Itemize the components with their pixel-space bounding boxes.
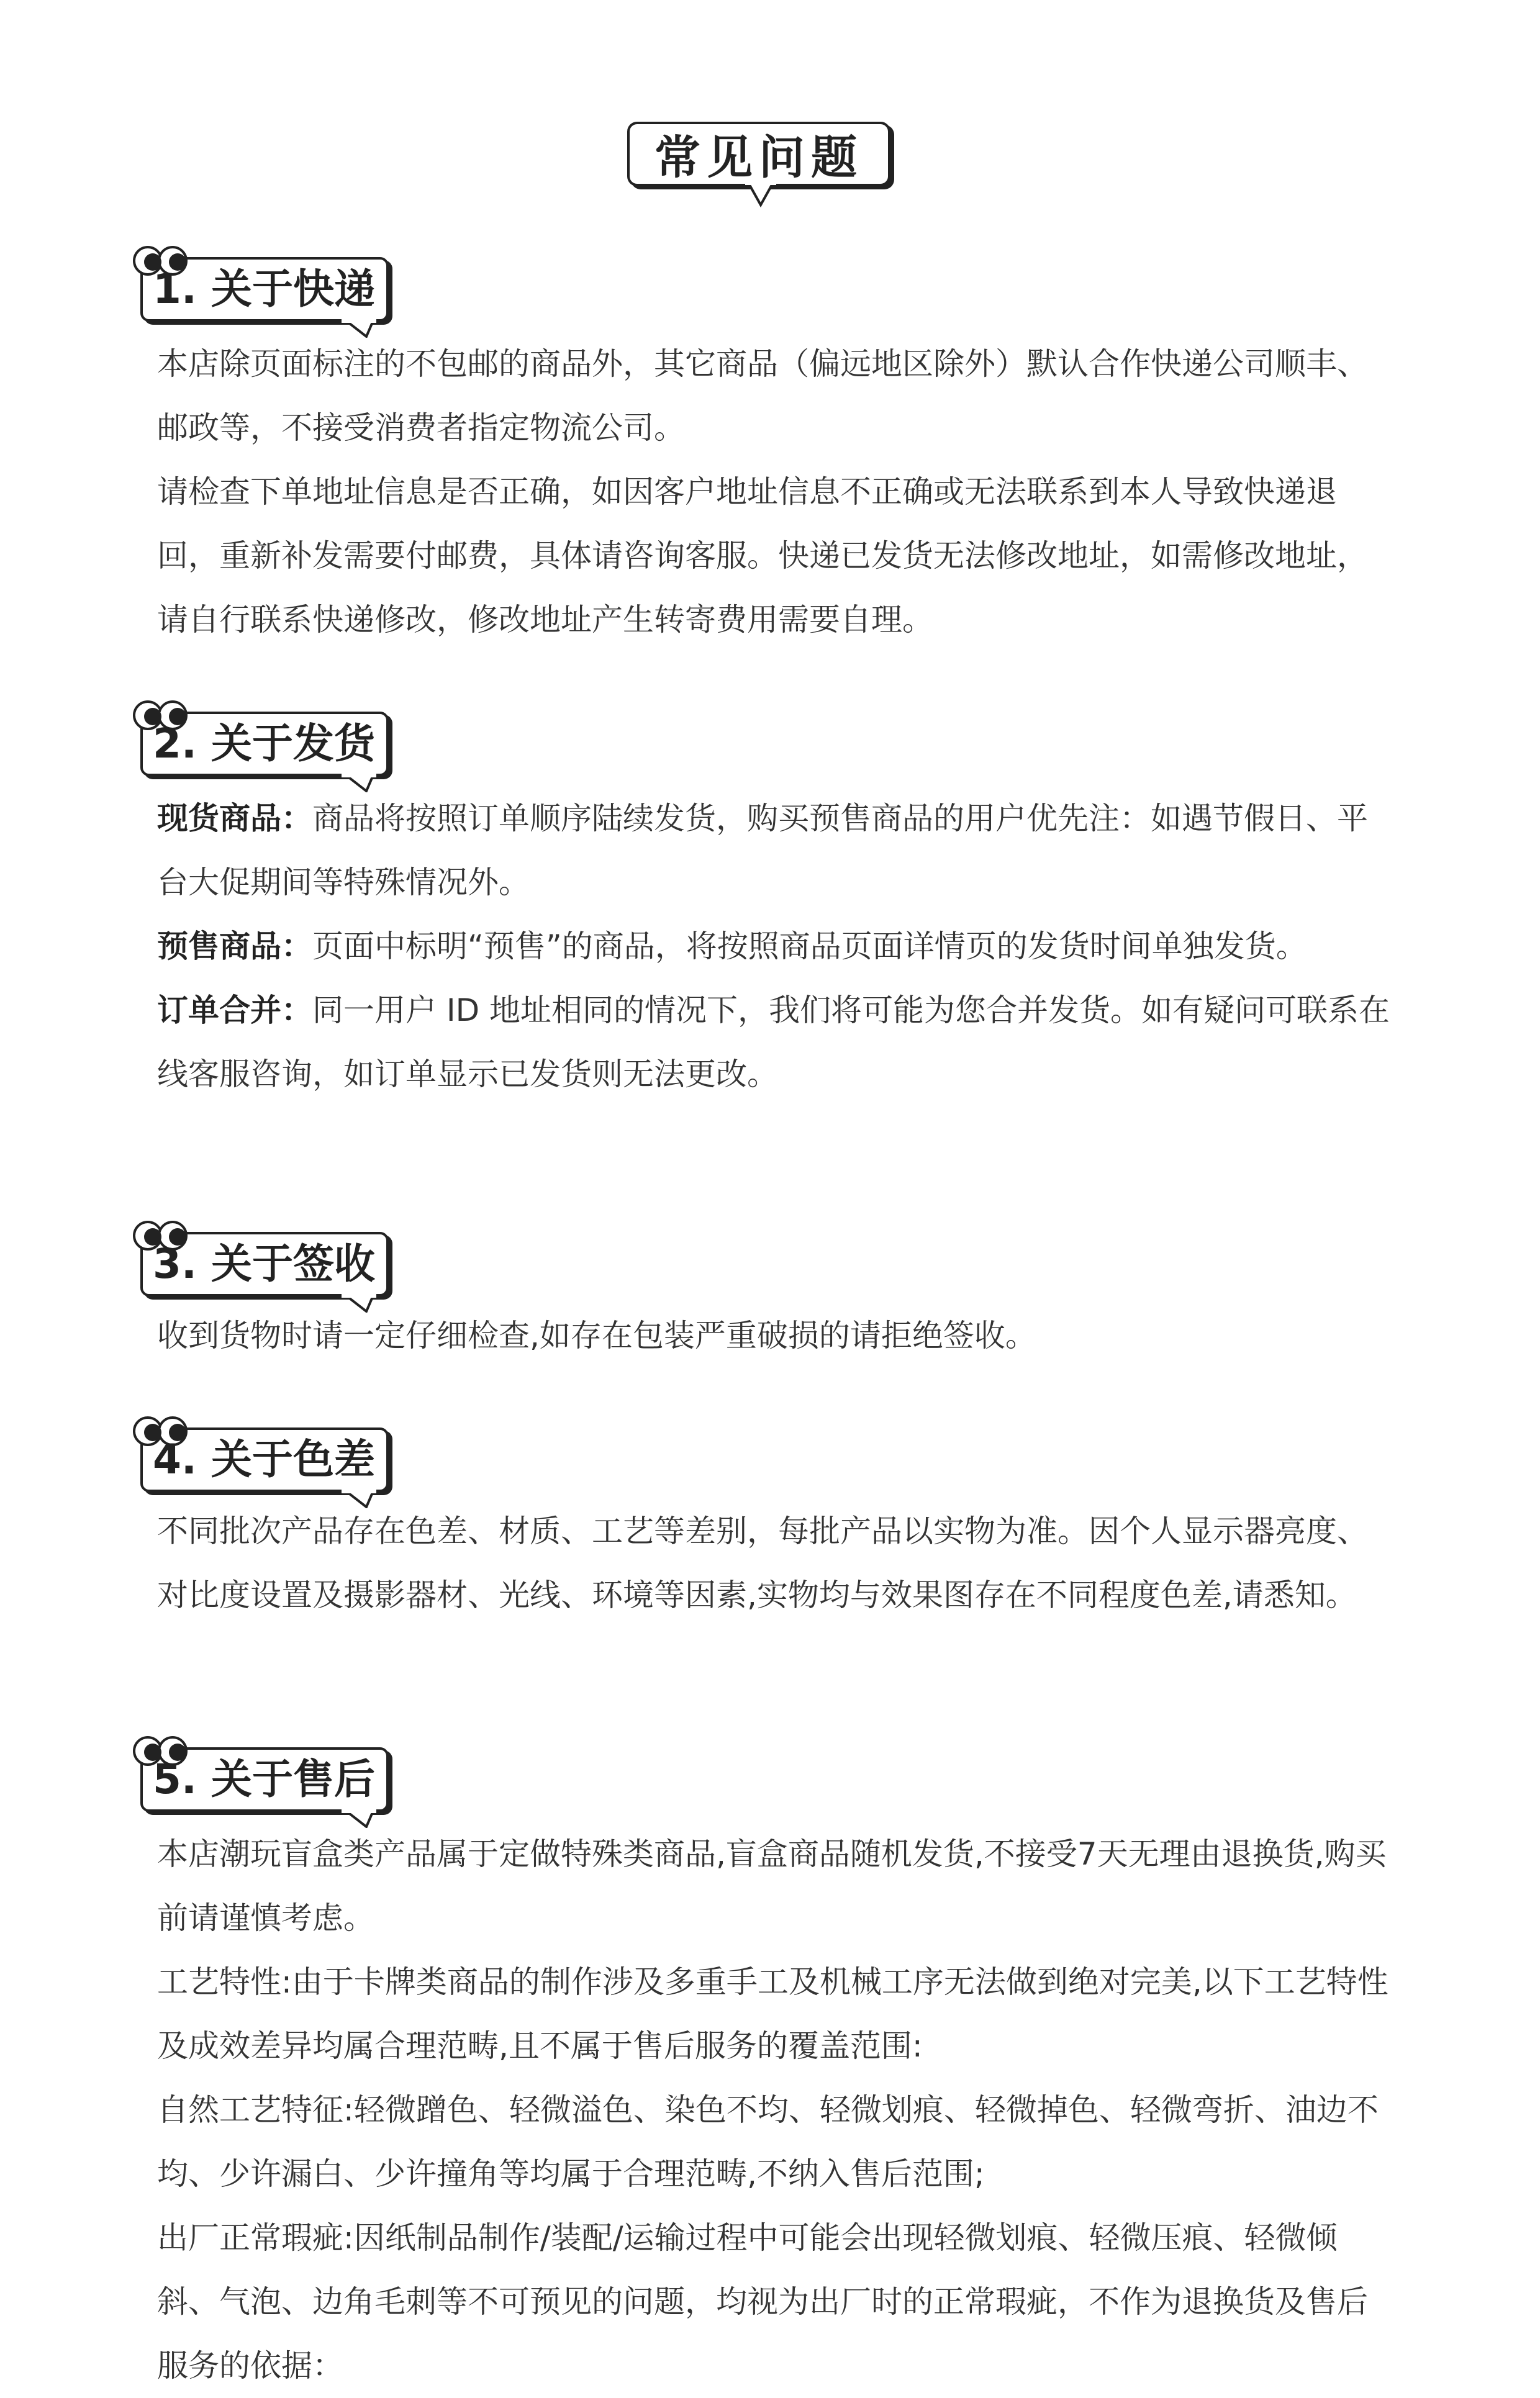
section-heading: [130, 697, 391, 790]
section-body: [157, 787, 1393, 1106]
section-heading: [130, 1413, 391, 1506]
list-item: [157, 915, 1393, 979]
section-title: 3. 关于签收: [153, 1240, 375, 1288]
section-title: 5. 关于售后: [153, 1755, 375, 1803]
section-heading: [130, 1732, 391, 1826]
item-text: 同一用户 ID 地址相同的情况下，我们将可能为您合并发货。如有疑问可联系在线客服咨询，如订单显示已发货则无法更改。: [157, 992, 1390, 1092]
item-lead: 预售商品：: [157, 928, 312, 964]
paragraph: 出厂正常瑕疵:因纸制品制作/装配/运输过程中可能会出现轻微划痕、轻微压痕、轻微倾斜、气泡、边角毛刺等不可预见的问题，均视为出厂时的正常瑕疵，不作为退换货及售后 服务的依据：: [157, 2220, 1368, 2384]
list-item: [157, 787, 1393, 915]
section-body: [157, 1500, 1393, 1627]
section-heading: [130, 242, 391, 335]
section-title: 4. 关于色差: [153, 1436, 375, 1483]
page-title-bubble: [627, 122, 894, 211]
section-body: [157, 1304, 1393, 1368]
list-item: [157, 979, 1393, 1106]
section-heading: [130, 1217, 391, 1310]
section-title: 2. 关于发货: [153, 720, 375, 767]
section-title: 1. 关于快递: [153, 265, 375, 313]
item-lead: 订单合并：: [157, 992, 312, 1028]
paragraph: 不同批次产品存在色差、材质、工艺等差别，每批产品以实物为准。因个人显示器亮度、对比度设置及摄影器材、光线、环境等因素,实物均与效果图存在不同程度色差,请悉知。: [157, 1513, 1368, 1613]
item-text: 页面中标明“预售”的商品，将按照商品页面详情页的发货时间单独发货。: [312, 928, 1307, 964]
section-body: [157, 332, 1393, 652]
paragraph: 本店除页面标注的不包邮的商品外，其它商品（偏远地区除外）默认合作快递公司顺丰、邮政等，不接受消费者指定物流公司。: [157, 346, 1368, 446]
section-body: [157, 1822, 1393, 2398]
paragraph: 本店潮玩盲盒类产品属于定做特殊类商品,盲盒商品随机发货,不接受7天无理由退换货,购买前请谨慎考虑。: [157, 1836, 1387, 1936]
page-title: 常见问题: [654, 131, 863, 184]
paragraph: 自然工艺特征:轻微蹭色、轻微溢色、染色不均、轻微划痕、轻微掉色、轻微弯折、油边不均、少许漏白、少许撞角等均属于合理范畴,不纳入售后范围;: [157, 2092, 1379, 2192]
item-lead: 现货商品：: [157, 800, 312, 836]
item-text: 商品将按照订单顺序陆续发货，购买预售商品的用户优先注：如遇节假日、平台大促期间等特殊情况外。: [157, 800, 1368, 900]
paragraph: 收到货物时请一定仔细检查,如存在包装严重破损的请拒绝签收。: [157, 1318, 1036, 1354]
paragraph: 请检查下单地址信息是否正确，如因客户地址信息不正确或无法联系到本人导致快递退回，重新补发需要付邮费，具体请咨询客服。快递已发货无法修改地址，如需修改地址，请自行联系快递修改，修改地址产生转寄费用需要自理。: [157, 474, 1368, 638]
paragraph: 工艺特性:由于卡牌类商品的制作涉及多重手工及机械工序无法做到绝对完美,以下工艺特性及成效差异均属合理范畴,且不属于售后服务的覆盖范围:: [157, 1964, 1388, 2064]
